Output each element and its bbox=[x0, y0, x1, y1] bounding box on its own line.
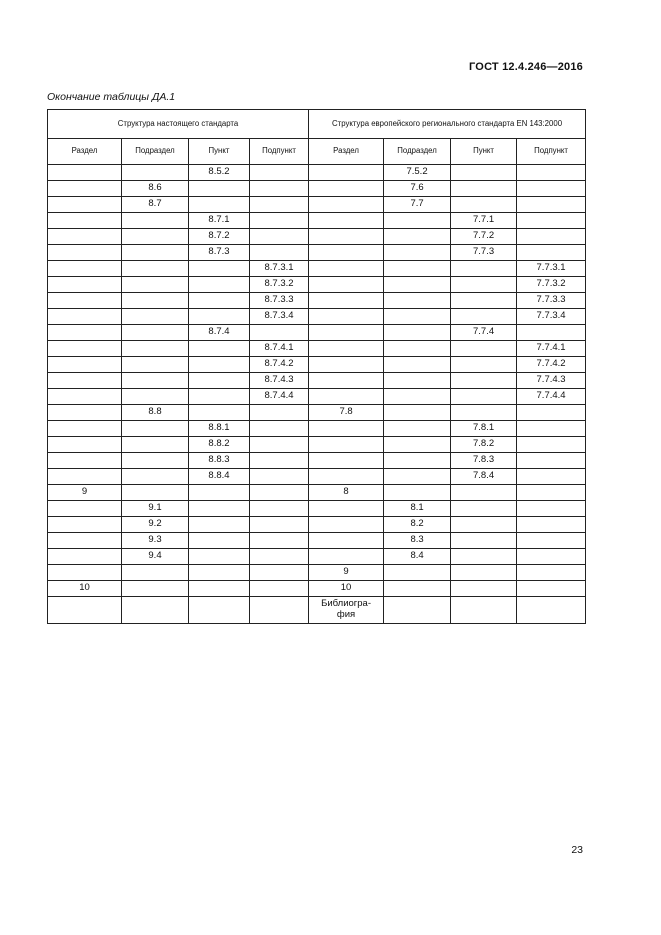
table-cell bbox=[451, 197, 517, 213]
table-cell: 8.7.4 bbox=[189, 325, 250, 341]
table-row bbox=[48, 373, 586, 389]
group-header-current-standard: Структура настоящего стандарта bbox=[48, 110, 309, 139]
table-cell bbox=[48, 501, 122, 517]
table-row bbox=[48, 181, 586, 197]
table-cell bbox=[189, 533, 250, 549]
table-cell: 7.5.2 bbox=[384, 165, 451, 181]
page-number: 23 bbox=[571, 844, 583, 856]
table-cell bbox=[517, 581, 586, 597]
table-cell bbox=[384, 293, 451, 309]
table-cell bbox=[48, 181, 122, 197]
table-cell bbox=[122, 277, 189, 293]
table-cell: 7.8.4 bbox=[451, 469, 517, 485]
table-cell: 7.6 bbox=[384, 181, 451, 197]
table-row bbox=[48, 357, 586, 373]
table-cell bbox=[309, 549, 384, 565]
table-cell bbox=[189, 261, 250, 277]
table-cell: 7.7.3.4 bbox=[517, 309, 586, 325]
table-cell bbox=[517, 421, 586, 437]
table-cell bbox=[309, 341, 384, 357]
table-cell: 7.7.2 bbox=[451, 229, 517, 245]
table-cell bbox=[384, 325, 451, 341]
table-cell bbox=[250, 517, 309, 533]
table-row bbox=[48, 437, 586, 453]
table-cell: 8 bbox=[309, 485, 384, 501]
table-cell bbox=[451, 549, 517, 565]
table-row bbox=[48, 501, 586, 517]
table-cell bbox=[250, 229, 309, 245]
table-cell: 9 bbox=[48, 485, 122, 501]
table-cell bbox=[309, 501, 384, 517]
table-cell bbox=[48, 437, 122, 453]
table-cell bbox=[309, 357, 384, 373]
table-cell: 8.8.4 bbox=[189, 469, 250, 485]
table-row bbox=[48, 341, 586, 357]
table-cell bbox=[384, 277, 451, 293]
table-cell bbox=[250, 421, 309, 437]
table-cell bbox=[189, 405, 250, 421]
table-cell bbox=[189, 197, 250, 213]
table-cell bbox=[122, 213, 189, 229]
table-cell bbox=[189, 565, 250, 581]
table-cell bbox=[309, 437, 384, 453]
table-cell bbox=[309, 261, 384, 277]
table-cell bbox=[517, 469, 586, 485]
table-cell bbox=[48, 357, 122, 373]
table-cell bbox=[250, 325, 309, 341]
table-cell bbox=[309, 533, 384, 549]
table-cell bbox=[122, 581, 189, 597]
table-cell bbox=[250, 501, 309, 517]
table-cell bbox=[384, 229, 451, 245]
table-cell bbox=[48, 325, 122, 341]
table-cell bbox=[250, 469, 309, 485]
table-cell bbox=[517, 213, 586, 229]
table-cell bbox=[189, 501, 250, 517]
table-cell: 7.7.3.1 bbox=[517, 261, 586, 277]
table-cell bbox=[48, 261, 122, 277]
table-cell bbox=[250, 165, 309, 181]
table-cell bbox=[122, 341, 189, 357]
table-cell bbox=[122, 469, 189, 485]
table-cell: 8.3 bbox=[384, 533, 451, 549]
table-cell: 8.6 bbox=[122, 181, 189, 197]
column-header: Подпункт bbox=[250, 139, 309, 165]
table-cell: 7.7.4 bbox=[451, 325, 517, 341]
table-cell bbox=[48, 373, 122, 389]
table-cell bbox=[250, 597, 309, 624]
table-cell bbox=[517, 565, 586, 581]
table-cell: 8.7.2 bbox=[189, 229, 250, 245]
table-cell bbox=[309, 453, 384, 469]
table-cell: 8.7.3.1 bbox=[250, 261, 309, 277]
column-header: Пункт bbox=[451, 139, 517, 165]
table-cell bbox=[309, 421, 384, 437]
table-cell bbox=[122, 357, 189, 373]
table-cell bbox=[517, 501, 586, 517]
table-cell: 8.8 bbox=[122, 405, 189, 421]
table-cell bbox=[384, 213, 451, 229]
table-cell: 8.7.4.1 bbox=[250, 341, 309, 357]
table-cell bbox=[48, 341, 122, 357]
table-cell: 8.7.3 bbox=[189, 245, 250, 261]
table-cell bbox=[250, 581, 309, 597]
table-cell bbox=[451, 533, 517, 549]
table-cell bbox=[451, 309, 517, 325]
table-cell bbox=[309, 245, 384, 261]
table-cell: 8.7.1 bbox=[189, 213, 250, 229]
table-cell: 7.7.1 bbox=[451, 213, 517, 229]
table-cell bbox=[384, 357, 451, 373]
table-cell bbox=[189, 597, 250, 624]
table-cell bbox=[48, 165, 122, 181]
table-cell bbox=[384, 261, 451, 277]
table-row bbox=[48, 245, 586, 261]
table-cell bbox=[451, 373, 517, 389]
table-cell bbox=[384, 485, 451, 501]
table-cell bbox=[309, 469, 384, 485]
table-cell bbox=[451, 501, 517, 517]
table-cell: 8.5.2 bbox=[189, 165, 250, 181]
table-cell bbox=[250, 565, 309, 581]
column-header: Подраздел bbox=[384, 139, 451, 165]
table-cell: 8.1 bbox=[384, 501, 451, 517]
table-cell bbox=[250, 181, 309, 197]
table-cell: 8.7.4.4 bbox=[250, 389, 309, 405]
table-cell bbox=[384, 309, 451, 325]
table-cell bbox=[309, 373, 384, 389]
table-cell bbox=[384, 421, 451, 437]
table-cell bbox=[189, 549, 250, 565]
table-row bbox=[48, 453, 586, 469]
standard-designation: ГОСТ 12.4.246—2016 bbox=[469, 61, 583, 73]
table-cell bbox=[384, 389, 451, 405]
table-cell bbox=[189, 373, 250, 389]
table-cell bbox=[122, 245, 189, 261]
table-cell bbox=[384, 341, 451, 357]
table-cell: 7.7.3 bbox=[451, 245, 517, 261]
table-row bbox=[48, 597, 586, 624]
table-cell bbox=[48, 309, 122, 325]
table-cell: 9.1 bbox=[122, 501, 189, 517]
table-cell bbox=[189, 485, 250, 501]
table-row bbox=[48, 165, 586, 181]
table-cell bbox=[384, 405, 451, 421]
table-cell bbox=[250, 485, 309, 501]
table-cell bbox=[250, 213, 309, 229]
table-cell bbox=[122, 261, 189, 277]
table-row bbox=[48, 533, 586, 549]
table-cell bbox=[517, 533, 586, 549]
table-cell: 8.8.1 bbox=[189, 421, 250, 437]
table-row bbox=[48, 325, 586, 341]
table-cell bbox=[517, 597, 586, 624]
table-cell bbox=[517, 229, 586, 245]
table-cell bbox=[122, 421, 189, 437]
column-header: Раздел bbox=[309, 139, 384, 165]
table-cell bbox=[189, 341, 250, 357]
table-cell: 7.7 bbox=[384, 197, 451, 213]
table-cell bbox=[517, 325, 586, 341]
table-row bbox=[48, 197, 586, 213]
table-cell bbox=[309, 325, 384, 341]
table-cell bbox=[451, 165, 517, 181]
table-row bbox=[48, 581, 586, 597]
table-cell bbox=[384, 373, 451, 389]
column-header: Раздел bbox=[48, 139, 122, 165]
table-cell: 7.8.3 bbox=[451, 453, 517, 469]
table-cell bbox=[250, 549, 309, 565]
table-row bbox=[48, 469, 586, 485]
group-header-european-standard: Структура европейского регионального стандарта EN 143:2000 bbox=[309, 110, 586, 139]
table-cell bbox=[48, 533, 122, 549]
table-cell bbox=[48, 453, 122, 469]
table-cell bbox=[122, 325, 189, 341]
table-cell bbox=[250, 437, 309, 453]
table-cell: 8.7.3.2 bbox=[250, 277, 309, 293]
table-cell bbox=[384, 565, 451, 581]
table-cell bbox=[189, 581, 250, 597]
table-cell bbox=[451, 517, 517, 533]
table-cell bbox=[451, 565, 517, 581]
table-cell bbox=[189, 389, 250, 405]
table-cell bbox=[250, 453, 309, 469]
table-cell bbox=[48, 517, 122, 533]
table-caption: Окончание таблицы ДА.1 bbox=[47, 91, 176, 103]
table-cell bbox=[451, 181, 517, 197]
table-cell: 8.7.4.2 bbox=[250, 357, 309, 373]
table-cell bbox=[517, 181, 586, 197]
table-cell bbox=[309, 389, 384, 405]
table-cell bbox=[250, 245, 309, 261]
table-cell bbox=[309, 197, 384, 213]
table-cell: 8.7.3.3 bbox=[250, 293, 309, 309]
table-cell bbox=[309, 293, 384, 309]
table-cell bbox=[309, 309, 384, 325]
table-row bbox=[48, 229, 586, 245]
table-cell bbox=[517, 549, 586, 565]
column-header: Пункт bbox=[189, 139, 250, 165]
table-cell: 10 bbox=[48, 581, 122, 597]
table-cell bbox=[48, 197, 122, 213]
table-cell bbox=[451, 581, 517, 597]
table-cell bbox=[48, 229, 122, 245]
table-cell bbox=[451, 293, 517, 309]
table-cell bbox=[189, 293, 250, 309]
table-cell bbox=[250, 405, 309, 421]
table-cell bbox=[451, 389, 517, 405]
table-cell bbox=[451, 485, 517, 501]
table-cell bbox=[384, 245, 451, 261]
table-cell: 7.7.4.2 bbox=[517, 357, 586, 373]
table-cell: 8.2 bbox=[384, 517, 451, 533]
table-cell bbox=[122, 165, 189, 181]
table-row bbox=[48, 485, 586, 501]
table-cell: 10 bbox=[309, 581, 384, 597]
table-cell bbox=[517, 245, 586, 261]
table-cell bbox=[451, 277, 517, 293]
table-cell bbox=[517, 485, 586, 501]
table-cell bbox=[122, 565, 189, 581]
table-cell: 8.4 bbox=[384, 549, 451, 565]
table-cell bbox=[384, 581, 451, 597]
table-cell bbox=[309, 165, 384, 181]
table-cell bbox=[189, 181, 250, 197]
table-cell bbox=[48, 277, 122, 293]
table-cell bbox=[309, 277, 384, 293]
table-cell bbox=[122, 229, 189, 245]
table-cell: 8.8.2 bbox=[189, 437, 250, 453]
table-cell: 7.7.4.1 bbox=[517, 341, 586, 357]
table-cell: 7.7.4.4 bbox=[517, 389, 586, 405]
table-row bbox=[48, 549, 586, 565]
table-cell bbox=[122, 293, 189, 309]
table-cell bbox=[517, 517, 586, 533]
column-header: Подраздел bbox=[122, 139, 189, 165]
table-cell bbox=[384, 597, 451, 624]
table-cell bbox=[48, 565, 122, 581]
table-cell bbox=[48, 245, 122, 261]
table-cell bbox=[451, 357, 517, 373]
table-cell bbox=[122, 389, 189, 405]
table-cell bbox=[48, 421, 122, 437]
table-cell bbox=[451, 341, 517, 357]
table-cell bbox=[48, 597, 122, 624]
table-cell bbox=[189, 517, 250, 533]
table-cell: 8.7.3.4 bbox=[250, 309, 309, 325]
table-cell bbox=[451, 405, 517, 421]
table-cell: 8.7.4.3 bbox=[250, 373, 309, 389]
table-cell bbox=[48, 389, 122, 405]
table-cell bbox=[48, 293, 122, 309]
table-cell: 7.8.2 bbox=[451, 437, 517, 453]
table-cell bbox=[189, 357, 250, 373]
table-cell bbox=[250, 197, 309, 213]
table-cell: 9 bbox=[309, 565, 384, 581]
table-row bbox=[48, 261, 586, 277]
table-cell bbox=[384, 453, 451, 469]
table-cell bbox=[451, 597, 517, 624]
table-cell bbox=[517, 197, 586, 213]
table-cell bbox=[48, 469, 122, 485]
table-cell: 7.7.3.3 bbox=[517, 293, 586, 309]
table-cell bbox=[517, 437, 586, 453]
table-row bbox=[48, 293, 586, 309]
table-cell: 7.8 bbox=[309, 405, 384, 421]
table-cell bbox=[309, 213, 384, 229]
table-cell bbox=[250, 533, 309, 549]
table-cell: 9.4 bbox=[122, 549, 189, 565]
table-row bbox=[48, 277, 586, 293]
table-cell bbox=[517, 453, 586, 469]
table-cell: 9.2 bbox=[122, 517, 189, 533]
table-cell bbox=[189, 309, 250, 325]
table-cell bbox=[309, 517, 384, 533]
table-row bbox=[48, 405, 586, 421]
table-cell: 9.3 bbox=[122, 533, 189, 549]
table-cell bbox=[122, 437, 189, 453]
table-cell bbox=[122, 485, 189, 501]
table-row bbox=[48, 309, 586, 325]
table-cell bbox=[122, 309, 189, 325]
table-cell: Библиогра- фия bbox=[309, 597, 384, 624]
table-cell bbox=[189, 277, 250, 293]
table-cell bbox=[122, 453, 189, 469]
table-cell bbox=[309, 181, 384, 197]
table-cell bbox=[122, 373, 189, 389]
table-cell bbox=[48, 405, 122, 421]
table-cell bbox=[309, 229, 384, 245]
table-cell bbox=[122, 597, 189, 624]
table-cell bbox=[384, 437, 451, 453]
table-row bbox=[48, 517, 586, 533]
table-row bbox=[48, 389, 586, 405]
correspondence-table bbox=[47, 109, 586, 624]
table-cell: 8.7 bbox=[122, 197, 189, 213]
column-header: Подпункт bbox=[517, 139, 586, 165]
table-cell bbox=[48, 549, 122, 565]
table-cell: 8.8.3 bbox=[189, 453, 250, 469]
table-cell: 7.8.1 bbox=[451, 421, 517, 437]
table-row bbox=[48, 565, 586, 581]
table-cell bbox=[517, 165, 586, 181]
table-cell bbox=[517, 405, 586, 421]
table-row bbox=[48, 213, 586, 229]
table-row bbox=[48, 421, 586, 437]
table-cell bbox=[384, 469, 451, 485]
table-cell bbox=[451, 261, 517, 277]
table-cell bbox=[48, 213, 122, 229]
table-cell: 7.7.4.3 bbox=[517, 373, 586, 389]
table-cell: 7.7.3.2 bbox=[517, 277, 586, 293]
